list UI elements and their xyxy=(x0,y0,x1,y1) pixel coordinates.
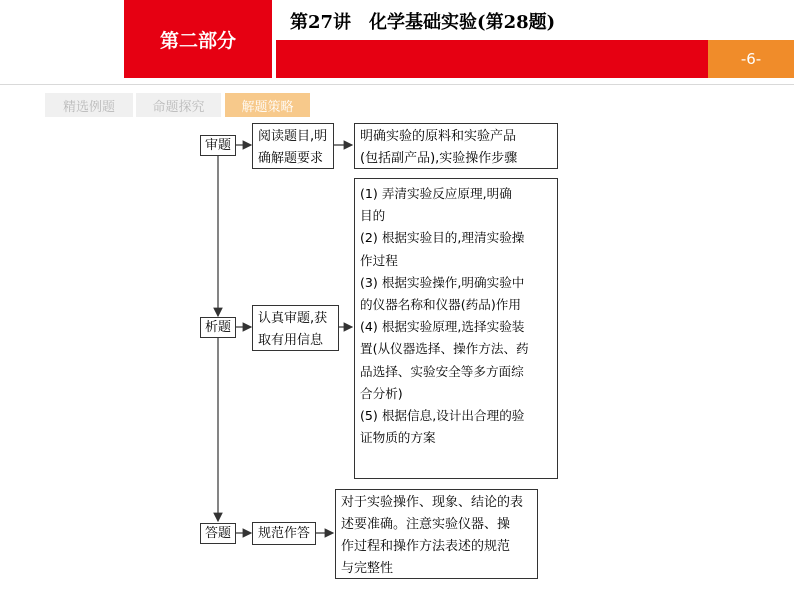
step-label-analyze: 析题 xyxy=(200,317,236,338)
step-action-analyze: 认真审题,获 取有用信息 xyxy=(252,305,339,351)
analyze-point-1: (1) 弄清实验反应原理,明确 目的 xyxy=(360,186,512,224)
step-detail-analyze xyxy=(354,178,558,479)
section-part-label: 第二部分 xyxy=(124,0,272,78)
analyze-point-3: (3) 根据实验操作,明确实验中 的仪器名称和仪器(药品)作用 xyxy=(360,274,525,313)
analyze-point-4: (4) 根据实验原理,选择实验装 置(从仪器选择、操作方法、药 品选择、实验安全等多方面综 合分析) xyxy=(360,319,529,401)
step-label-answer: 答题 xyxy=(200,523,236,544)
tab-solving-strategy[interactable]: 解题策略 xyxy=(225,93,310,117)
page-title: 第27讲 化学基础实验(第28题) xyxy=(290,12,556,33)
step-detail-answer: 对于实验操作、现象、结论的表 述要准确。注意实验仪器、操 作过程和操作方法表述的规范 与完整性 xyxy=(335,489,538,579)
step-detail-review: 明确实验的原料和实验产品 (包括副产品),实验操作步骤 xyxy=(354,123,558,169)
analyze-point-5: (5) 根据信息,设计出合理的验 证物质的方案 xyxy=(360,408,525,446)
analyze-point-2: (2) 根据实验目的,理清实验操 作过程 xyxy=(360,230,525,268)
tab-exam-analysis[interactable]: 命题探究 xyxy=(136,93,221,117)
step-action-answer: 规范作答 xyxy=(252,522,316,545)
step-action-review: 阅读题目,明 确解题要求 xyxy=(252,123,334,169)
page-number: -6- xyxy=(708,40,794,78)
tab-selected-examples[interactable]: 精选例题 xyxy=(45,93,133,117)
step-label-review: 审题 xyxy=(200,135,236,156)
